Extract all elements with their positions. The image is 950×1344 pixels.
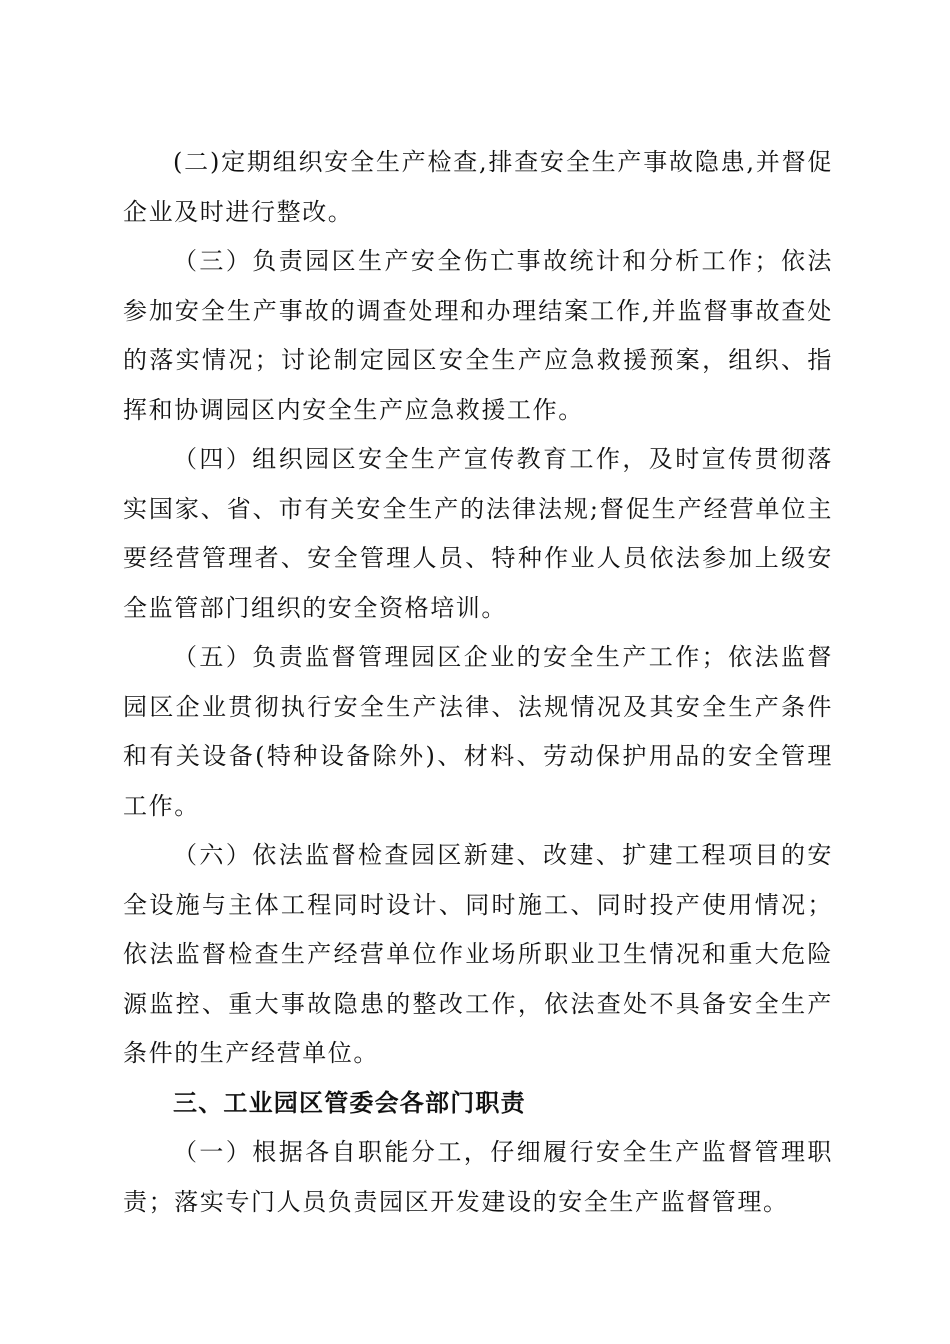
paragraph-4: （四）组织园区安全生产宣传教育工作，及时宣传贯彻落实国家、省、市有关安全生产的法律法规;督促生产经营单位主要经营管理者、安全管理人员、特种作业人员依法参加上级安全监管部门组织的安全资格培训。 [123,445,833,622]
section-paragraph-1: （一）根据各自职能分工，仔细履行安全生产监督管理职责；落实专门人员负责园区开发建设的安全生产监督管理。 [123,1138,833,1216]
paragraph-3: （三）负责园区生产安全伤亡事故统计和分析工作；依法参加安全生产事故的调查处理和办理结案工作,并监督事故查处的落实情况；讨论制定园区安全生产应急救援预案，组织、指挥和协调园区内安全生产应急救援工作。 [123,247,833,424]
paragraph-2: (二)定期组织安全生产检查,排查安全生产事故隐患,并督促企业及时进行整改。 [123,148,833,226]
document-body [123,138,833,1227]
paragraph-6: （六）依法监督检查园区新建、改建、扩建工程项目的安全设施与主体工程同时设计、同时施工、同时投产使用情况；依法监督检查生产经营单位作业场所职业卫生情况和重大危险源监控、重大事故隐患的整改工作，依法查处不具备安全生产条件的生产经营单位。 [123,841,833,1067]
section-heading: 三、工业园区管委会各部门职责 [173,1088,526,1117]
paragraph-5: （五）负责监督管理园区企业的安全生产工作；依法监督园区企业贯彻执行安全生产法律、法规情况及其安全生产条件和有关设备(特种设备除外)、材料、劳动保护用品的安全管理工作。 [123,643,833,820]
